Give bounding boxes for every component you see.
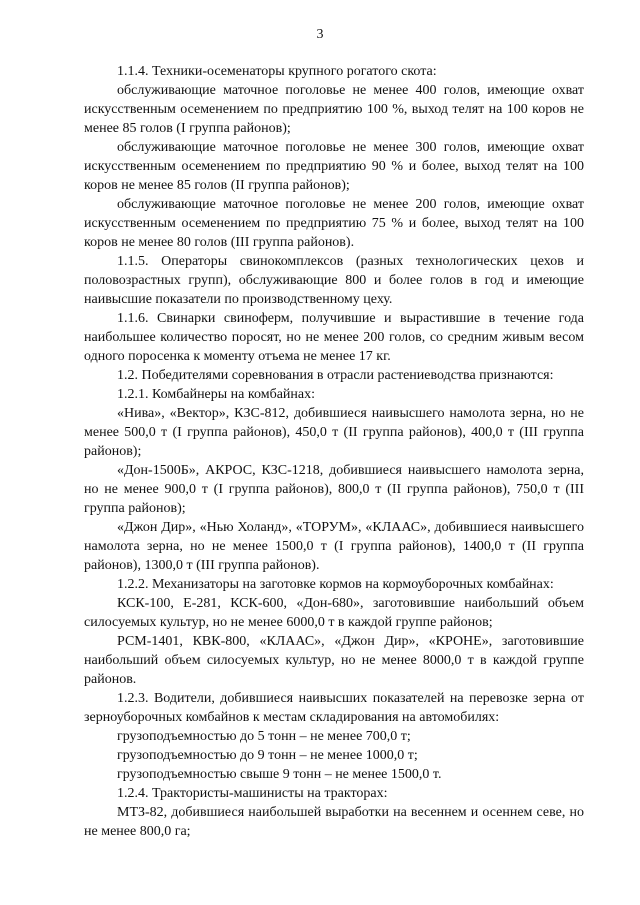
paragraph-1-2-3: 1.2.3. Водители, добившиеся наивысших показателей на перевозке зерна от зерноуборочных комбайнов к местам складирования на автомобилях: (84, 691, 584, 725)
paragraph-combines-don: «Дон-1500Б», АКРОС, КЗС-1218, добившиеся наивысшего намолота зерна, но не менее 900,0 т (I группа районов), 800,0 т (II группа районов), 750,0 т (III группа районов); (84, 463, 584, 516)
paragraph-1-2-1-heading: 1.2.1. Комбайнеры на комбайнах: (117, 387, 315, 402)
page-number: 3 (316, 27, 324, 42)
paragraph-1-2: 1.2. Победителями соревнования в отрасли растениеводства признаются: (117, 368, 554, 383)
paragraph-1-2-2-heading: 1.2.2. Механизаторы на заготовке кормов на кормоуборочных комбайнах: (117, 577, 554, 592)
paragraph-mtz-82: МТЗ-82, добившиеся наибольшей выработки на весеннем и осеннем севе, но не менее 800,0 га; (84, 805, 584, 839)
paragraph-1-2-4-heading: 1.2.4. Трактористы-машинисты на тракторах: (117, 786, 388, 801)
paragraph-1-1-5: 1.1.5. Операторы свинокомплексов (разных технологических цехов и половозрастных групп), обслуживающие 800 и более голов в год и имеющие наивысшие показатели по производственному цеху. (84, 254, 584, 307)
paragraph-inseminators-group-2: обслуживающие маточное поголовье не менее 300 голов, имеющие охват искусственным осеменением по предприятию 90 % и более, выход телят на 100 коров не менее 85 голов (II группа районов); (84, 140, 584, 193)
paragraph-capacity-over-9t: грузоподъемностью свыше 9 тонн – не менее 1500,0 т. (117, 767, 442, 782)
paragraph-combines-john-deere: «Джон Дир», «Нью Холанд», «ТОРУМ», «КЛААС», добившиеся наивысшего намолота зерна, но не менее 1500,0 т (I группа районов), 1400,0 т (II группа районов), 1300,0 т (III группа районов). (84, 520, 584, 573)
document-body (84, 62, 584, 841)
paragraph-capacity-9t: грузоподъемностью до 9 тонн – не менее 1000,0 т; (117, 748, 418, 763)
paragraph-forage-rsm: РСМ-1401, КВК-800, «КЛААС», «Джон Дир», «КРОНЕ», заготовившие наибольший объем силосуемых культур, но не менее 8000,0 т в каждой группе районов. (84, 634, 584, 687)
paragraph-1-1-4-heading: 1.1.4. Техники-осеменаторы крупного рогатого скота: (117, 64, 437, 79)
paragraph-combines-niva: «Нива», «Вектор», КЗС-812, добившиеся наивысшего намолота зерна, но не менее 500,0 т (I группа районов), 450,0 т (II группа районов), 400,0 т (III группа районов); (84, 406, 584, 459)
paragraph-inseminators-group-3: обслуживающие маточное поголовье не менее 200 голов, имеющие охват искусственным осеменением по предприятию 75 % и более, выход телят на 100 коров не менее 80 голов (III группа районов). (84, 197, 584, 250)
paragraph-capacity-5t: грузоподъемностью до 5 тонн – не менее 700,0 т; (117, 729, 411, 744)
paragraph-inseminators-group-1: обслуживающие маточное поголовье не менее 400 голов, имеющие охват искусственным осеменением по предприятию 100 %, выход телят на 100 коров не менее 85 голов (I группа районов); (84, 83, 584, 136)
paragraph-forage-ksk: КСК-100, Е-281, КСК-600, «Дон-680», заготовившие наибольший объем силосуемых культур, но не менее 6000,0 т в каждой группе районов; (84, 596, 584, 630)
paragraph-1-1-6: 1.1.6. Свинарки свиноферм, получившие и вырастившие в течение года наибольшее количество поросят, но не менее 200 голов, со средним живым весом одного поросенка к моменту отъема не менее 17 кг. (84, 311, 584, 364)
